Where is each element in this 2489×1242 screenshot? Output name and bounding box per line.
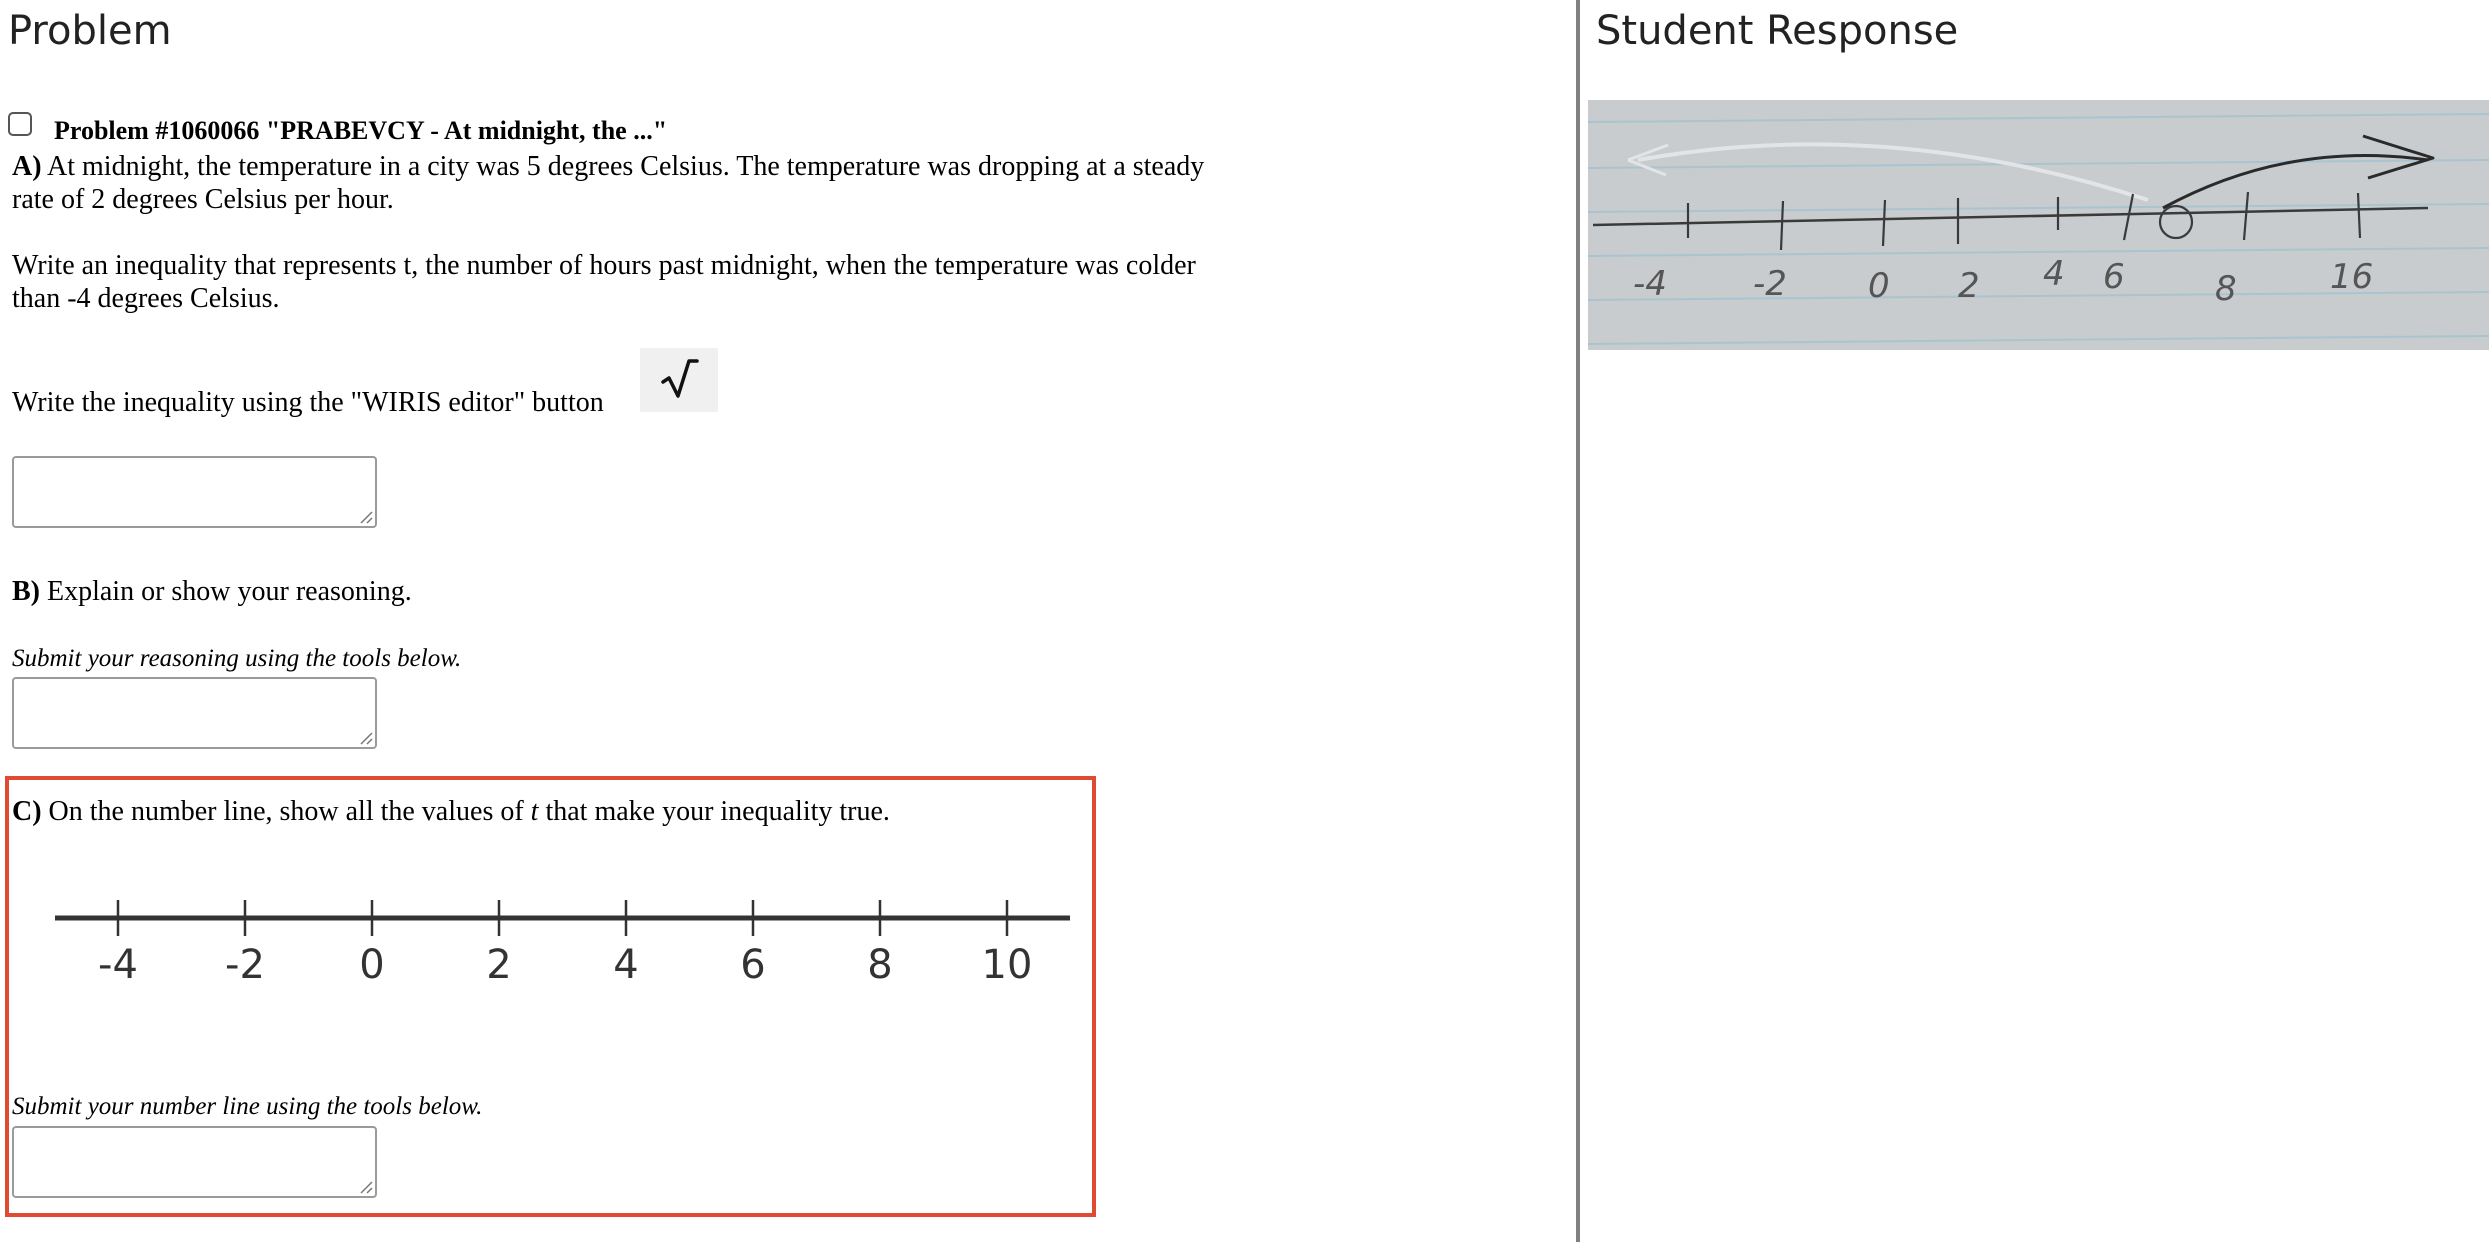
part-a-label: A) [12, 151, 42, 182]
part-b-instruction: Submit your reasoning using the tools below. [12, 645, 462, 672]
wiris-editor-button[interactable] [640, 348, 718, 412]
handwritten-label: -4 [1633, 264, 1667, 304]
part-c-text-after: that make your inequality true. [545, 796, 890, 827]
number-line-tick-label: -4 [98, 942, 138, 988]
part-b-label: B) [12, 576, 40, 607]
student-response-image [1588, 100, 2489, 350]
handwritten-label: 16 [2330, 257, 2374, 297]
handwritten-label: -2 [1753, 264, 1787, 304]
problem-checkbox[interactable] [8, 112, 32, 136]
part-a-line-2: rate of 2 degrees Celsius per hour. [12, 184, 394, 215]
handwritten-label: 0 [1868, 266, 1890, 306]
part-a-text-1: At midnight, the temperature in a city was 5 degrees Celsius. The temperature was dropping at a steady [47, 151, 1205, 182]
student-response-pane [1580, 0, 2489, 1242]
part-a-line-3: Write an inequality that represents t, the number of hours past midnight, when the temperature was colder [12, 250, 1196, 281]
problem-title: Problem #1060066 "PRABEVCY - At midnight, the ..." [54, 116, 668, 145]
part-c-variable: t [530, 796, 539, 827]
part-c-instruction: Submit your number line using the tools below. [12, 1093, 483, 1120]
part-a-answer-field[interactable] [12, 456, 377, 528]
part-b-answer-field[interactable] [12, 677, 377, 749]
student-handwritten-number-line [1588, 100, 2489, 350]
part-c-text-before: On the number line, show all the values of [48, 796, 524, 827]
part-a-line-1 [12, 150, 1204, 183]
part-c-prompt [12, 795, 890, 828]
problem-heading: Problem [8, 8, 172, 54]
part-c-answer-field[interactable] [12, 1126, 377, 1198]
number-line-tick-label: -2 [225, 942, 265, 988]
resize-grip-icon[interactable] [357, 508, 373, 524]
handwritten-label: 2 [1958, 266, 1980, 306]
handwritten-label: 4 [2043, 254, 2065, 294]
number-line-tick-label: 2 [486, 942, 512, 988]
number-line-tick-label: 10 [981, 942, 1033, 988]
student-response-heading: Student Response [1596, 8, 1959, 54]
number-line [50, 898, 1090, 998]
resize-grip-icon[interactable] [357, 1178, 373, 1194]
part-a-line-4: than -4 degrees Celsius. [12, 283, 280, 314]
part-b-text: Explain or show your reasoning. [47, 576, 412, 607]
part-c-label: C) [12, 796, 42, 827]
number-line-tick-label: 8 [867, 942, 893, 988]
number-line-tick-label: 4 [613, 942, 639, 988]
resize-grip-icon[interactable] [357, 729, 373, 745]
handwritten-label: 8 [2215, 269, 2237, 309]
part-b-prompt [12, 575, 412, 608]
square-root-icon [659, 356, 699, 405]
number-line-tick-label: 0 [359, 942, 385, 988]
wiris-instruction: Write the inequality using the "WIRIS editor" button [12, 387, 604, 418]
handwritten-label: 6 [2103, 257, 2125, 297]
number-line-tick-label: 6 [740, 942, 766, 988]
